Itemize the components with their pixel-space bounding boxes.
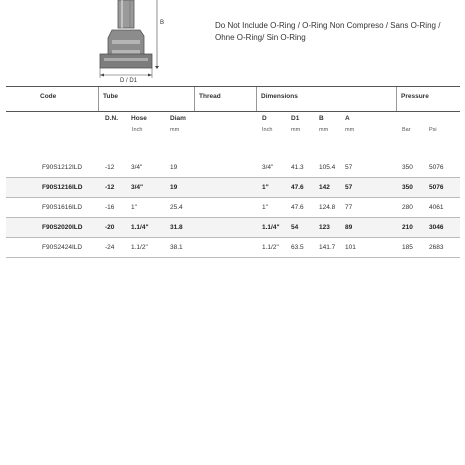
cell-b: 142 — [319, 184, 330, 191]
cell-dn: -24 — [105, 244, 115, 251]
subheader-hose: Hose — [131, 115, 147, 122]
cell-a: 77 — [345, 204, 353, 211]
table-row — [6, 198, 460, 218]
cell-code: F90S1216ILD — [42, 184, 83, 191]
cell-dn: -20 — [105, 224, 115, 231]
cell-dn: -16 — [105, 204, 115, 211]
table-row — [6, 218, 460, 238]
header-pressure: Pressure — [396, 87, 460, 111]
cell-diam: 31.8 — [170, 224, 183, 231]
cell-hose: 1.1/2" — [131, 244, 148, 251]
cell-d1: 54 — [291, 224, 299, 231]
header-thread: Thread — [194, 87, 256, 111]
cell-d: 1.1/2" — [262, 244, 279, 251]
cell-b: 123 — [319, 224, 330, 231]
cell-a: 89 — [345, 224, 353, 231]
cell-d: 1" — [262, 204, 268, 211]
cell-bar: 280 — [402, 204, 413, 211]
cell-d1: 63.5 — [291, 244, 304, 251]
fitting-drawing — [0, 0, 200, 84]
subheader-dn: D.N. — [105, 115, 118, 122]
spec-table — [6, 86, 460, 258]
dimension-b-label: B — [160, 20, 165, 26]
unit-a: mm — [345, 127, 355, 133]
cell-diam: 19 — [170, 184, 178, 191]
cell-psi: 5076 — [429, 164, 444, 171]
cell-d1: 41.3 — [291, 164, 304, 171]
cell-bar: 210 — [402, 224, 413, 231]
cell-psi: 3046 — [429, 224, 444, 231]
cell-b: 105.4 — [319, 164, 336, 171]
subheader-d: D — [262, 115, 267, 122]
cell-bar: 185 — [402, 244, 413, 251]
cell-a: 57 — [345, 164, 353, 171]
o-ring-note: Do Not Include O-Ring / O-Ring Non Compreso / Sans O-Ring / Ohne O-Ring/ Sin O-Ring — [215, 21, 441, 42]
subheader-b: B — [319, 115, 324, 122]
cell-hose: 1.1/4" — [131, 224, 149, 231]
cell-hose: 1" — [131, 204, 137, 211]
subheader-diam: Diam — [170, 115, 186, 122]
header-code: Code — [40, 93, 57, 100]
header-tube: Tube — [98, 87, 194, 111]
cell-code: F90S2020ILD — [42, 224, 83, 231]
cell-hose: 3/4" — [131, 184, 144, 191]
cell-d1: 47.6 — [291, 184, 304, 191]
unit-diam: mm — [170, 127, 180, 133]
table-row — [6, 158, 460, 178]
unit-d1: mm — [291, 127, 301, 133]
unit-d: Inch — [262, 127, 273, 133]
cell-dn: -12 — [105, 184, 115, 191]
table-row — [6, 238, 460, 258]
cell-a: 101 — [345, 244, 356, 251]
cell-psi: 4061 — [429, 204, 444, 211]
table-row — [6, 178, 460, 198]
cell-d: 1.1/4" — [262, 224, 280, 231]
cell-a: 57 — [345, 184, 353, 191]
cell-b: 124.8 — [319, 204, 336, 211]
unit-psi: Psi — [429, 127, 437, 133]
unit-bar: Bar — [402, 127, 411, 133]
table-header — [6, 86, 460, 112]
cell-diam: 19 — [170, 164, 178, 171]
cell-bar: 350 — [402, 164, 413, 171]
header-dimensions: Dimensions — [256, 87, 396, 111]
cell-code: F90S1616ILD — [42, 204, 83, 211]
cell-diam: 25.4 — [170, 204, 183, 211]
units-row — [6, 126, 460, 138]
cell-psi: 5076 — [429, 184, 444, 191]
cell-dn: -12 — [105, 164, 115, 171]
subheader-d1: D1 — [291, 115, 300, 122]
cell-d1: 47.6 — [291, 204, 304, 211]
dimension-d-label: D / D1 — [120, 78, 138, 84]
cell-diam: 38.1 — [170, 244, 183, 251]
cell-code: F90S1212ILD — [42, 164, 83, 171]
cell-code: F90S2424ILD — [42, 244, 83, 251]
cell-d: 3/4" — [262, 164, 274, 171]
cell-b: 141.7 — [319, 244, 336, 251]
cell-psi: 2683 — [429, 244, 444, 251]
subheader-a: A — [345, 115, 350, 122]
unit-b: mm — [319, 127, 329, 133]
cell-d: 1" — [262, 184, 269, 191]
cell-bar: 350 — [402, 184, 413, 191]
unit-hose: Inch — [132, 127, 143, 133]
subheader-row — [6, 112, 460, 126]
cell-hose: 3/4" — [131, 164, 143, 171]
